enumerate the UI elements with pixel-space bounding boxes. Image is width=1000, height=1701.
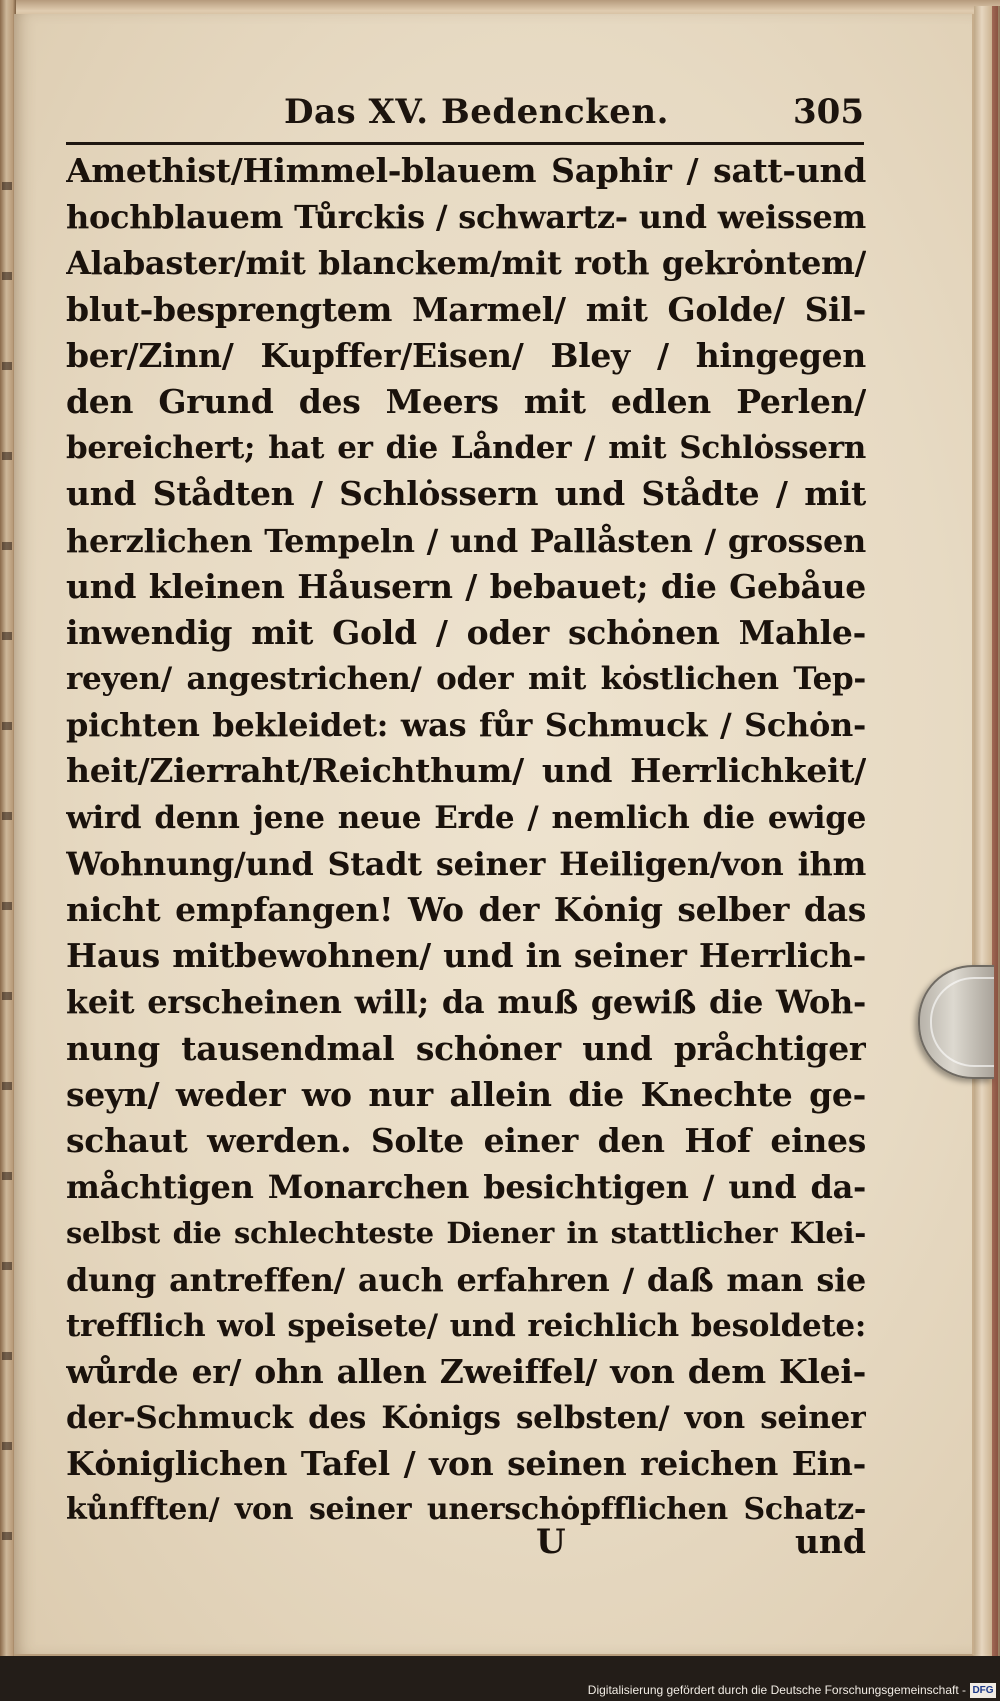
text-line: inwendig mit Gold / oder schȯnen Mahle- — [66, 612, 866, 652]
signature-mark: U — [536, 1522, 566, 1562]
text-line: ber/Zinn/ Kupffer/Eisen/ Bley / hingegen — [66, 335, 866, 375]
text-line: reyen/ angestrichen/ oder mit kȯstlichen Tep- — [66, 661, 866, 698]
head-rule — [66, 142, 864, 145]
text-line: und Stådten / Schlȯssern und Stådte / mit — [66, 474, 866, 514]
text-line: seyn/ weder wo nur allein die Knechte ge- — [66, 1074, 866, 1114]
text-line: schaut werden. Solte einer den Hof eines — [66, 1120, 866, 1160]
stack-marks — [2, 120, 12, 1620]
text-line: der-Schmuck des Kȯnigs selbsten/ von seiner — [66, 1400, 866, 1437]
text-line: keit erscheinen will; da muß gewiß die Woh- — [66, 983, 866, 1022]
text-line: wůrde er/ ohn allen Zweiffel/ von dem Klei- — [66, 1351, 866, 1391]
credit-text: Digitalisierung gefördert durch die Deutsche Forschungsgemeinschaft - — [587, 1683, 966, 1697]
text-line: Kȯniglichen Tafel / von seinen reichen Ein- — [66, 1444, 866, 1484]
page-foot — [66, 1522, 866, 1568]
text-line: nung tausendmal schȯner und pråchtiger — [66, 1028, 866, 1068]
catchword: und — [794, 1522, 866, 1561]
text-line: den Grund des Meers mit edlen Perlen/ — [66, 381, 866, 421]
book-page — [14, 14, 974, 1656]
text-line: nicht empfangen! Wo der Kȯnig selber das — [66, 890, 866, 929]
text-line: Haus mitbewohnen/ und in seiner Herrlich- — [66, 936, 866, 976]
text-line: måchtigen Monarchen besichtigen / und da- — [66, 1168, 866, 1207]
text-line: Amethist/Himmel-blauem Saphir / satt-und — [66, 151, 866, 190]
text-line: trefflich wol speisete/ und reichlich besoldete: — [66, 1307, 866, 1344]
running-head-title: Das XV. Bedencken. — [284, 92, 669, 132]
page-number: 305 — [793, 92, 864, 132]
text-line: kůnfften/ von seiner unerschȯpfflichen Schatz- — [66, 1492, 866, 1528]
text-block — [66, 148, 866, 1534]
text-line: herzlichen Tempeln / und Pallåsten / grossen — [66, 521, 866, 560]
text-line: selbst die schlechteste Diener in stattlicher Klei- — [66, 1216, 866, 1251]
running-head — [74, 92, 864, 144]
text-line: hochblauem Tůrckis / schwartz- und weissem — [66, 198, 866, 237]
text-line: blut-besprengtem Marmel/ mit Golde/ Sil- — [66, 289, 866, 329]
text-line: wird denn jene neue Erde / nemlich die ewige — [66, 799, 866, 836]
text-line: heit/Zierraht/Reichthum/ und Herrlichkeit/ — [66, 751, 866, 791]
text-line: und kleinen Håusern / bebauet; die Gebåue — [66, 566, 866, 606]
dfg-logo: DFG — [970, 1683, 996, 1698]
text-line: pichten bekleidet: was fůr Schmuck / Schȯn- — [66, 706, 866, 745]
bottom-strip — [0, 1656, 1000, 1701]
text-line: Alabaster/mit blanckem/mit roth gekrȯntem/ — [66, 244, 866, 283]
text-line: bereichert; hat er die Lånder / mit Schlȯssern — [66, 430, 866, 467]
text-line: Wohnung/und Stadt seiner Heiligen/von ihm — [66, 844, 866, 883]
text-line: dung antreffen/ auch erfahren / daß man sie — [66, 1260, 866, 1299]
page-stack-right — [974, 6, 1000, 1666]
